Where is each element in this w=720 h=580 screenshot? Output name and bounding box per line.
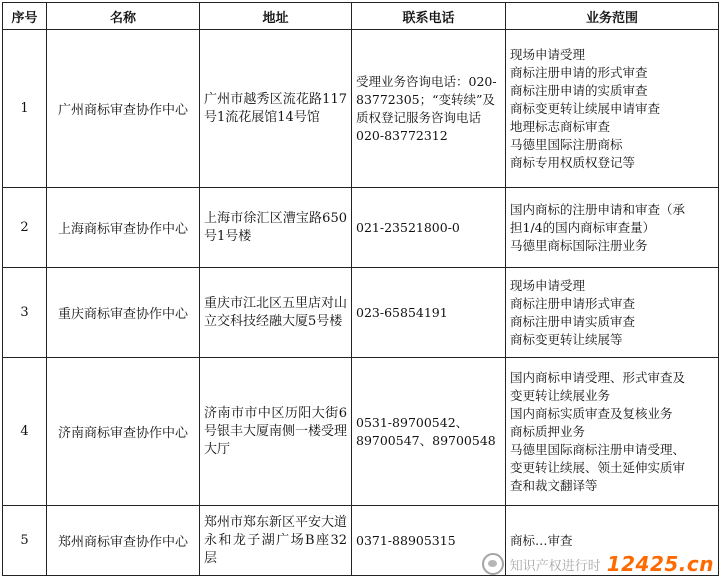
watermark-ghost-text: 知识产权进行时 [509, 558, 601, 574]
table-header-row [3, 3, 719, 30]
scope-line: 国内商标实质审查及复核业务 [510, 405, 673, 421]
header-idx: 序号 [3, 3, 47, 30]
watermark [482, 552, 714, 576]
header-scope: 业务范围 [506, 3, 719, 30]
scope-line: 马德里国际注册商标 [510, 136, 623, 152]
row-idx: 1 [3, 30, 47, 188]
scope-line: 查和裁文翻译等 [510, 477, 598, 493]
scope-line: 商标注册申请形式审查 [510, 295, 636, 311]
service-center-table [2, 2, 719, 576]
row-scope [506, 30, 719, 188]
row-scope [506, 188, 719, 268]
row-idx: 2 [3, 188, 47, 268]
scope-line: 商标注册申请的实质审查 [510, 82, 648, 98]
row-address: 上海市徐汇区漕宝路650号1号楼 [200, 188, 352, 268]
scope-line: 地理标志商标审查 [510, 118, 611, 134]
row-phone: 受理业务咨询电话：020-83772305；“变转续”及质权登记服务咨询电话020-83772312 [352, 30, 506, 188]
header-phone: 联系电话 [352, 3, 506, 30]
wechat-icon [482, 553, 504, 575]
scope-line: 现场申请受理 [510, 46, 586, 62]
row-name: 广州商标审查协作中心 [47, 30, 200, 188]
site-watermark: 12425.cn [606, 552, 714, 576]
scope-line: 担1/4的国内商标审查量） [510, 219, 656, 235]
scope-line: 商标质押业务 [510, 423, 586, 439]
row-address: 广州市越秀区流花路117号1流花展馆14号馆 [200, 30, 352, 188]
row-name: 重庆商标审查协作中心 [47, 268, 200, 358]
scope-line: 商标专用权质权登记等 [510, 154, 636, 170]
row-address: 郑州市郑东新区平安大道永和龙子湖广场B座32层 [200, 506, 352, 576]
row-idx: 4 [3, 358, 47, 506]
header-address: 地址 [200, 3, 352, 30]
row-idx: 5 [3, 506, 47, 576]
table-row [3, 30, 719, 188]
row-address: 济南市市中区历阳大街6号银丰大厦南侧一楼受理大厅 [200, 358, 352, 506]
scope-line: 商标变更转让续展申请审查 [510, 100, 661, 116]
header-name: 名称 [47, 3, 200, 30]
row-phone: 0371-88905315 [352, 506, 506, 576]
row-idx: 3 [3, 268, 47, 358]
row-phone: 021-23521800-0 [352, 188, 506, 268]
scope-line: 马德里商标国际注册业务 [510, 237, 648, 253]
row-scope [506, 268, 719, 358]
scope-line: 商标变更转让续展等 [510, 331, 623, 347]
scope-line: 马德里国际商标注册申请受理、 [510, 441, 686, 457]
scope-line: 商标注册申请的形式审查 [510, 64, 648, 80]
row-name: 郑州商标审查协作中心 [47, 506, 200, 576]
row-phone: 0531-89700542、89700547、89700548 [352, 358, 506, 506]
row-phone: 023-65854191 [352, 268, 506, 358]
scope-line: 变更转让续展业务 [510, 387, 611, 403]
row-name: 上海商标审查协作中心 [47, 188, 200, 268]
row-address: 重庆市江北区五里店对山立交科技经融大厦5号楼 [200, 268, 352, 358]
scope-line: 现场申请受理 [510, 277, 586, 293]
scope-line: 商标注册申请实质审查 [510, 313, 636, 329]
scope-line: 国内商标申请受理、形式审查及 [510, 369, 686, 385]
scope-line: 变更转让续展、领土延伸实质审 [510, 459, 686, 475]
scope-line: 国内商标的注册申请和审查（承 [510, 201, 686, 217]
scope-line: 商标…审查 [510, 532, 573, 548]
table-row [3, 188, 719, 268]
table-row [3, 268, 719, 358]
table-row [3, 358, 719, 506]
row-scope [506, 358, 719, 506]
row-name: 济南商标审查协作中心 [47, 358, 200, 506]
